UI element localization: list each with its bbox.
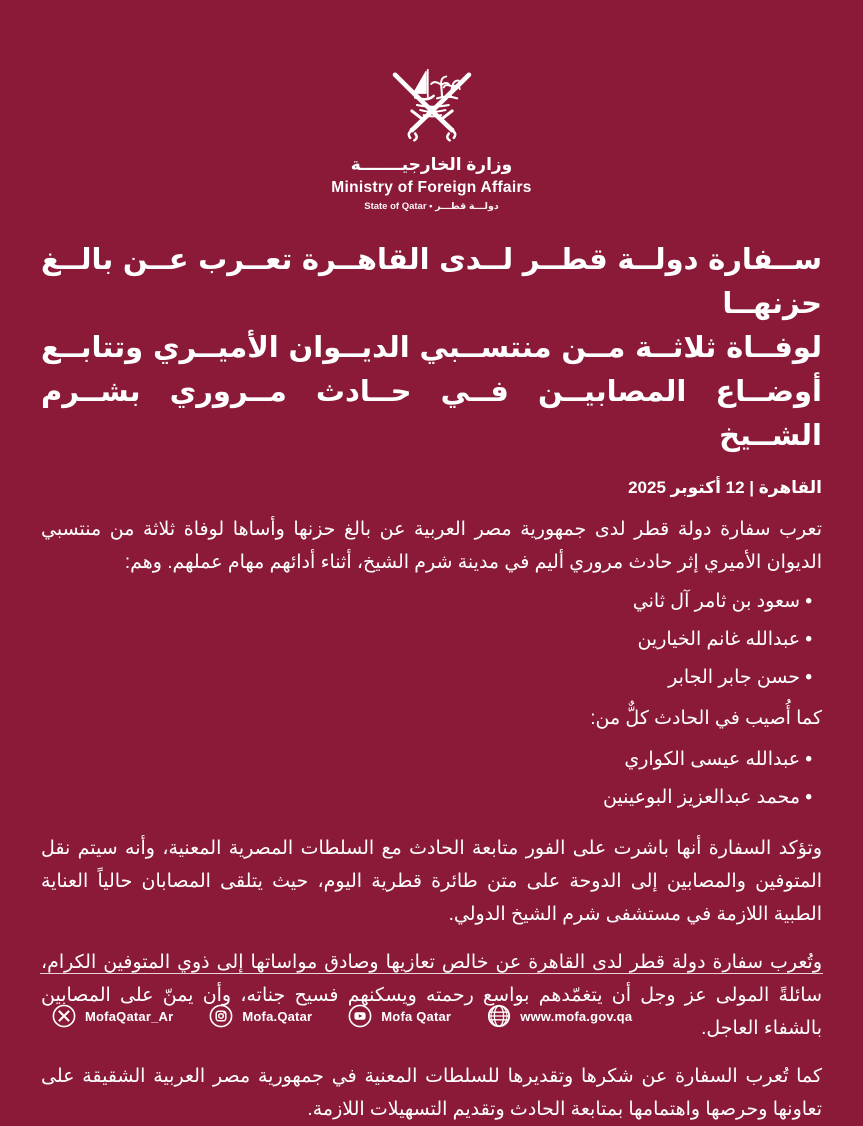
social-item-youtube[interactable] [348,1004,451,1028]
list-item: • عبدالله غانم الخيارين [41,621,822,659]
social-label: Mofa.Qatar [242,1008,313,1024]
x-twitter-icon [52,1004,76,1028]
social-label: www.mofa.gov.qa [520,1008,633,1024]
statement-content [0,238,863,1126]
social-item-instagram[interactable] [209,1004,312,1028]
social-label: Mofa Qatar [381,1008,452,1024]
paragraph-gratitude: كما تُعرب السفارة عن شكرها وتقديرها للسلطات المعنية في جمهورية مصر العربية الشقيقة على تعاونها وحرصها واهتمامها بمتابعة الحادث وتقديم التسهيلات اللازمة. [41,1066,822,1120]
paragraph-condolence-intro: تعرب سفارة دولة قطر لدى جمهورية مصر العربية عن بالغ حزنها وأساها لوفاة ثلاثة من منتسبي الديوان الأميري إثر حادث مروري أليم في مدينة شرم الشيخ، أثناء أدائهم مهام عملهم. وهم: [41,519,822,573]
list-item: • محمد عبدالعزيز البوعينين [41,779,822,817]
headline-line-3: أوضــاع المصابيــن فــي حــادث مــروري بشــرم الشــيخ [41,376,822,452]
injured-list-intro: كما أُصيب في الحادث كلٌّ من: [590,708,822,729]
list-item: • حسن جابر الجابر [41,659,822,697]
qatar-emblem-icon [380,58,484,142]
list-item: • عبدالله عيسى الكواري [41,741,822,779]
state-of-qatar-line: State of Qatar • دولـــة قطـــر [364,201,499,212]
ministry-name-arabic: وزارة الخارجيـــــــة [350,155,513,174]
headline-line-2: لوفــاة ثلاثــة مــن منتســبي الديــوان الأميــري وتتابــع [41,332,822,364]
social-item-x[interactable] [52,1004,173,1028]
deceased-list [41,583,822,697]
statement-headline [41,238,822,458]
paragraph-follow-up: وتؤكد السفارة أنها باشرت على الفور متابعة الحادث مع السلطات المصرية المعنية، وأنه سيتم نقل المتوفين والمصابين إلى الدوحة على متن طائرة قطرية اليوم، حيث يتلقى المصابان حالياً العناية الطبية اللازمة في مستشفى شرم الشيخ الدولي. [41,838,822,925]
globe-icon [487,1004,511,1028]
social-footer [52,1004,632,1028]
youtube-icon [348,1004,372,1028]
footer-divider [40,973,823,974]
ministry-name-english: Ministry of Foreign Affairs [331,179,532,196]
paragraph-condolences: وتُعرب سفارة دولة قطر لدى القاهرة عن خالص تعازيها وصادق مواساتها إلى ذوي المتوفين الكرام، سائلةً المولى عز وجل أن يتغمّدهم بواسع رحمته ويسكنهم فسيح جناته، وأن يمنّ على المصابين بالشفاء العاجل. [41,952,822,1039]
list-item: • سعود بن ثامر آل ثاني [41,583,822,621]
headline-line-1: ســفارة دولــة قطــر لــدى القاهــرة تعــرب عــن بالــغ حزنهــا [41,244,822,320]
social-item-website[interactable] [487,1004,632,1028]
dateline: القاهرة | 12 أكتوبر 2025 [628,478,822,497]
injured-list [41,741,822,817]
mofa-logo-block [0,0,863,212]
social-label: MofaQatar_Ar [85,1008,174,1024]
instagram-icon [209,1004,233,1028]
